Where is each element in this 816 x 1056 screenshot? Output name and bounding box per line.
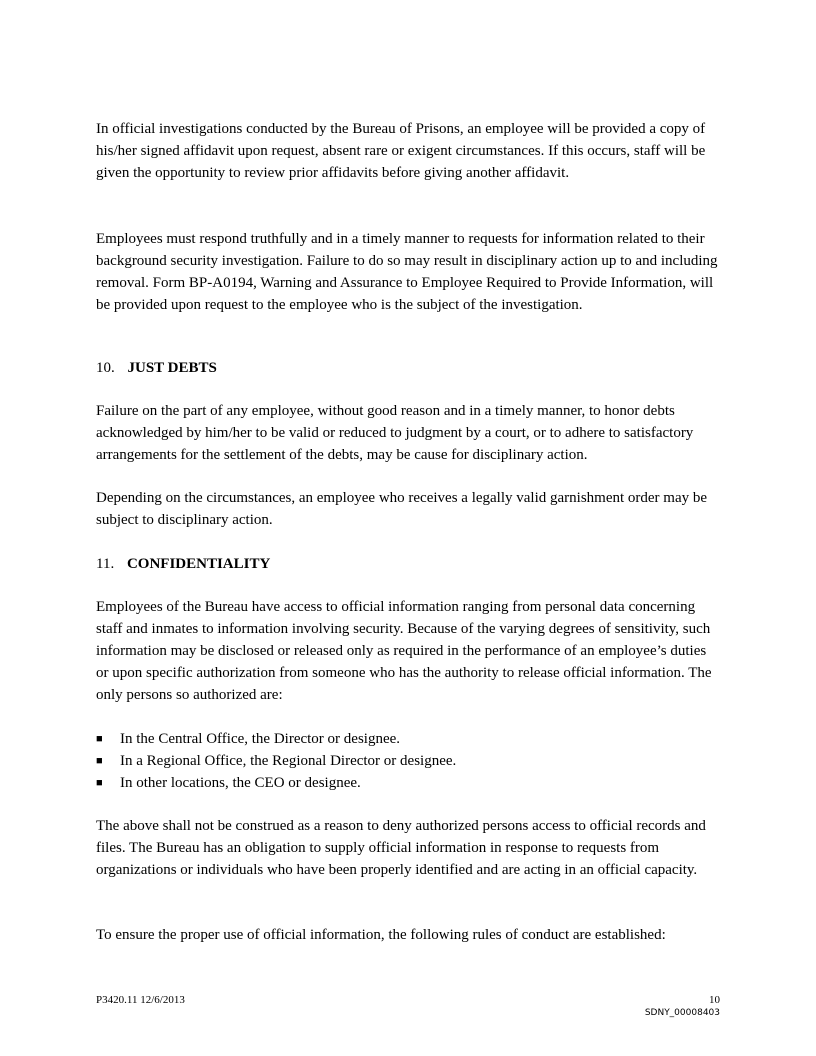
square-bullet-icon: ■ xyxy=(96,755,103,767)
paragraph-background-investigation: Employees must respond truthfully and in a timely manner to requests for information related to their background security investigation. Failure to do so may result in disciplinary action up to and including removal. Form BP-A0194, Warning and Assurance to Employee Required to Provide Information, will be provided upon request to the employee who is the subject of the investigation. xyxy=(96,231,718,313)
paragraph-affidavit: In official investigations conducted by the Bureau of Prisons, an employee will be provided a copy of his/her signed affidavit upon request, absent rare or exigent circumstances. If this occurs, staff will be given the opportunity to review prior affidavits before giving another affidavit. xyxy=(96,121,706,181)
paragraph-official-information: Employees of the Bureau have access to official information ranging from personal data concerning staff and inmates to information involving security. Because of the varying degrees of sensitivity, such information may be disclosed or released only as required in the performance of an employee’s duties or upon specific authorization from someone who has the authority to release official information. The only persons so authorized are: xyxy=(96,599,712,703)
paragraph-rules-of-conduct: To ensure the proper use of official information, the following rules of conduct are established: xyxy=(96,927,666,943)
section-number: 10. xyxy=(96,360,115,376)
paragraph-garnishment: Depending on the circumstances, an employee who receives a legally valid garnishment order may be subject to disciplinary action. xyxy=(96,490,708,528)
section-number: 11. xyxy=(96,556,115,572)
square-bullet-icon: ■ xyxy=(96,777,103,789)
paragraph-debts: Failure on the part of any employee, without good reason and in a timely manner, to honor debts acknowledged by him/her to be valid or reduced to judgment by a court, or to adhere to satisfactory arrangements for the settlement of the debts, may be cause for disciplinary action. xyxy=(96,403,694,463)
section-heading-just-debts xyxy=(96,357,217,379)
list-item-text: In the Central Office, the Director or designee. xyxy=(120,731,401,747)
list-item xyxy=(96,728,456,750)
list-item-text: In a Regional Office, the Regional Director or designee. xyxy=(120,753,457,769)
paragraph-records-access: The above shall not be construed as a reason to deny authorized persons access to official records and files. The Bureau has an obligation to supply official information in response to requests from organizations or individuals who have been properly identified and are acting in an official capacity. xyxy=(96,818,706,878)
section-title: CONFIDENTIALITY xyxy=(126,556,271,572)
section-heading-confidentiality xyxy=(96,553,270,575)
bates-number: SDNY_00008403 xyxy=(644,1008,720,1018)
square-bullet-icon: ■ xyxy=(96,733,103,745)
section-title: JUST DEBTS xyxy=(127,360,217,376)
authorized-persons-list xyxy=(96,728,456,794)
page-number: 10 xyxy=(709,994,720,1006)
list-item xyxy=(96,772,456,794)
footer-document-id: P3420.11 12/6/2013 xyxy=(96,994,185,1006)
list-item xyxy=(96,750,456,772)
list-item-text: In other locations, the CEO or designee. xyxy=(120,775,361,791)
